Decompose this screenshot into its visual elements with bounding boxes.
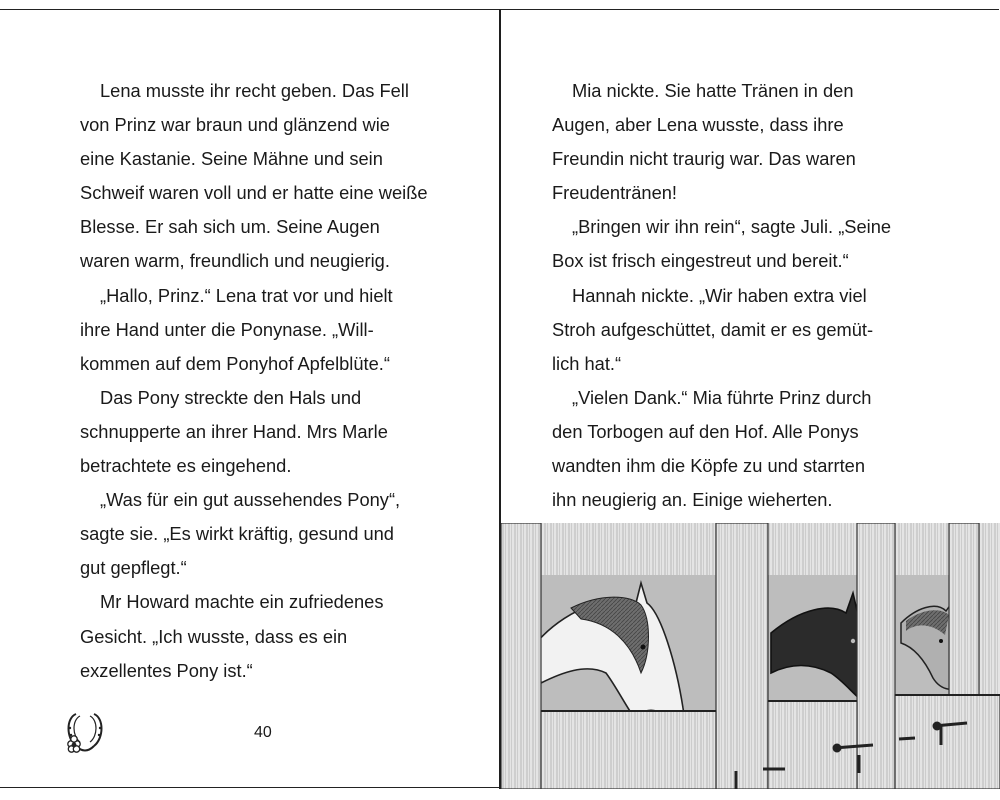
text-line: Mia nickte. Sie hatte Tränen in den [572, 80, 854, 101]
right-page-text [552, 74, 982, 517]
text-line: Hannah nickte. „Wir haben extra viel [572, 284, 867, 306]
text-line: von Prinz war braun und glänzend wie [80, 114, 390, 136]
text-line: Blesse. Er sah sich um. Seine Augen [80, 216, 380, 238]
text-line: sagte sie. „Es wirkt kräftig, gesund und [80, 523, 394, 545]
text-line: schnupperte an ihrer Hand. Mrs Marle [80, 420, 388, 442]
left-page-text [80, 74, 480, 688]
text-line: Mr Howard machte ein zufriedenes [100, 591, 384, 613]
text-line: wandten ihm die Köpfe zu und starrten [552, 455, 866, 477]
text-line: den Torbogen auf den Hof. Alle Ponys [552, 420, 859, 442]
text-line: waren warm, freundlich und neugierig. [80, 250, 390, 272]
page-number: 40 [254, 724, 272, 741]
text-line: eine Kastanie. Seine Mähne und sein [80, 148, 383, 170]
text-line: Lena musste ihr recht geben. Das Fell [100, 80, 409, 101]
text-line: ihn neugierig an. Einige wieherten. [552, 489, 833, 511]
text-line: ihre Hand unter die Ponynase. „Will- [80, 318, 374, 340]
text-line: Stroh aufgeschüttet, damit er es gemüt- [552, 318, 874, 340]
text-line: Schweif waren voll und er hatte eine weiße [80, 182, 428, 204]
text-line: exzellentes Pony ist.“ [80, 659, 253, 681]
text-line: lich hat.“ [552, 352, 622, 374]
text-line: kommen auf dem Ponyhof Apfelblüte.“ [80, 352, 390, 374]
text-line: Augen, aber Lena wusste, dass ihre [552, 114, 844, 136]
text-line: Freudentränen! [552, 182, 678, 204]
text-line: Box ist frisch eingestreut und bereit.“ [552, 250, 849, 272]
text-line: „Hallo, Prinz.“ Lena trat vor und hielt [100, 284, 393, 306]
text-line: „Bringen wir ihn rein“, sagte Juli. „Seine [572, 216, 892, 238]
right-page [501, 0, 1000, 800]
text-line: „Vielen Dank.“ Mia führte Prinz durch [572, 386, 872, 408]
text-line: gut gepflegt.“ [80, 557, 187, 579]
text-line: betrachtete es eingehend. [80, 455, 292, 477]
stable-ponies-illustration [501, 523, 1000, 789]
text-line: Freundin nicht traurig war. Das waren [552, 148, 856, 170]
left-page [0, 0, 499, 800]
text-line: Das Pony streckte den Hals und [100, 386, 362, 408]
text-line: Gesicht. „Ich wusste, dass es ein [80, 625, 348, 647]
text-line: „Was für ein gut aussehendes Pony“, [100, 489, 401, 511]
horseshoe-flower-icon [62, 708, 108, 756]
